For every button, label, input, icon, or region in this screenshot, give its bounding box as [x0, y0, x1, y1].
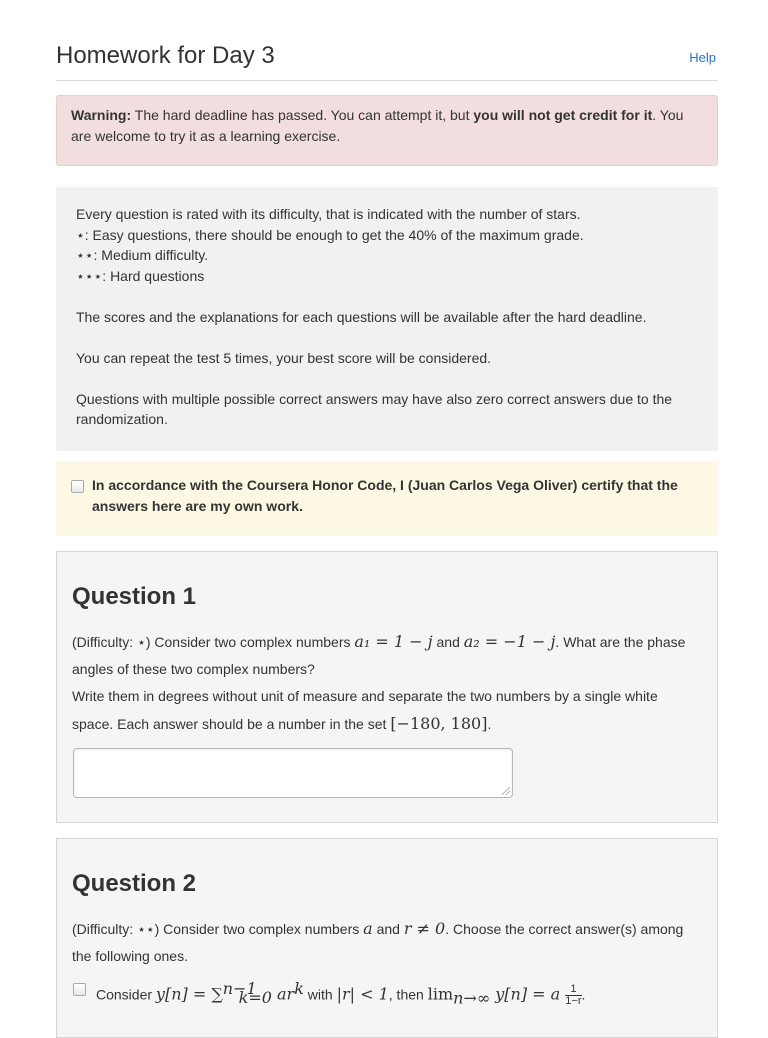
question-instructions: Write them in degrees without unit of measure and separate the two numbers by a single white space. Each answer should be a number in the set	[72, 688, 658, 732]
math-sum-bottom: k=0	[238, 988, 272, 1008]
deadline-warning	[56, 95, 718, 166]
option-text: Consider	[96, 986, 156, 1003]
math-limit-sub: n→∞	[453, 988, 491, 1008]
math-sum: y[n] = ∑	[155, 984, 223, 1004]
math-a2: a₂ = −1 − j	[463, 632, 556, 651]
math-r: r ≠ 0	[403, 919, 446, 938]
honor-code-checkbox[interactable]	[71, 480, 84, 493]
math-sum-top: n−1	[222, 979, 257, 998]
honor-code-text: In accordance with the Coursera Honor Code, I (Juan Carlos Vega Oliver) certify that the answers here are my own work.	[92, 477, 678, 514]
instructions-panel	[56, 187, 718, 451]
question-1	[56, 551, 718, 823]
question-prompt: (Difficulty: ⋆⋆) Consider two complex numbers	[72, 921, 364, 937]
question-prompt: . What are the phase angles of these two complex numbers?	[72, 634, 686, 677]
warning-text: The hard deadline has passed. You can attempt it, but	[131, 107, 474, 123]
info-line: Questions with multiple possible correct answers may have also zero correct answers due to the randomization.	[76, 390, 673, 427]
info-line: ⋆: Easy questions, there should be enough to get the 40% of the maximum grade.	[76, 226, 584, 243]
math-condition: |r| < 1	[336, 984, 389, 1004]
question-title: Question 1	[72, 583, 197, 610]
warning-bold-text: you will not get credit for it	[473, 107, 653, 123]
option-text: , then	[388, 986, 428, 1003]
help-link[interactable]: Help	[689, 50, 716, 65]
math-answer-set: [−180, 180]	[390, 714, 488, 733]
math-a: a	[363, 919, 373, 938]
info-line: Every question is rated with its difficulty, that is indicated with the number of stars.	[76, 206, 581, 222]
question-prompt: .	[487, 716, 492, 732]
honor-code-panel	[56, 461, 718, 536]
math-fraction	[565, 984, 581, 1007]
resize-handle-icon[interactable]	[502, 787, 510, 795]
warning-text-end: . You are welcome to try it as a learning exercise.	[71, 107, 684, 144]
math-limit: lim	[427, 984, 454, 1004]
answer-option-checkbox[interactable]	[73, 983, 86, 996]
question-text	[72, 915, 702, 970]
info-line: ⋆⋆⋆: Hard questions	[76, 267, 205, 284]
math-term: ar	[271, 984, 295, 1004]
warning-label: Warning:	[71, 107, 132, 123]
question-prompt: . Choose the correct answer(s) among the following ones.	[72, 921, 684, 964]
question-prompt: and	[372, 921, 404, 937]
math-a1: a₁ = 1 − j	[354, 632, 433, 651]
option-text: .	[581, 986, 586, 1003]
page-title: Homework for Day 3	[56, 42, 275, 69]
page-header	[56, 40, 718, 81]
question-prompt: and	[432, 634, 464, 650]
info-line: ⋆⋆: Medium difficulty.	[76, 247, 209, 263]
question-title: Question 2	[72, 870, 197, 897]
answer-textarea[interactable]	[73, 748, 513, 798]
math-exponent: k	[294, 979, 304, 998]
math-fraction-num: 1	[565, 984, 581, 996]
info-line: You can repeat the test 5 times, your best score will be considered.	[76, 349, 492, 366]
question-text	[72, 628, 702, 738]
question-2	[56, 838, 718, 1038]
info-line: The scores and the explanations for each questions will be available after the hard deadline.	[76, 308, 647, 325]
math-fraction-den: 1−r	[565, 995, 582, 1008]
option-text: with	[303, 986, 337, 1003]
question-prompt: (Difficulty: ⋆) Consider two complex numbers	[72, 634, 355, 650]
math-result: y[n] = a	[490, 984, 566, 1004]
answer-option-text	[96, 977, 585, 1010]
